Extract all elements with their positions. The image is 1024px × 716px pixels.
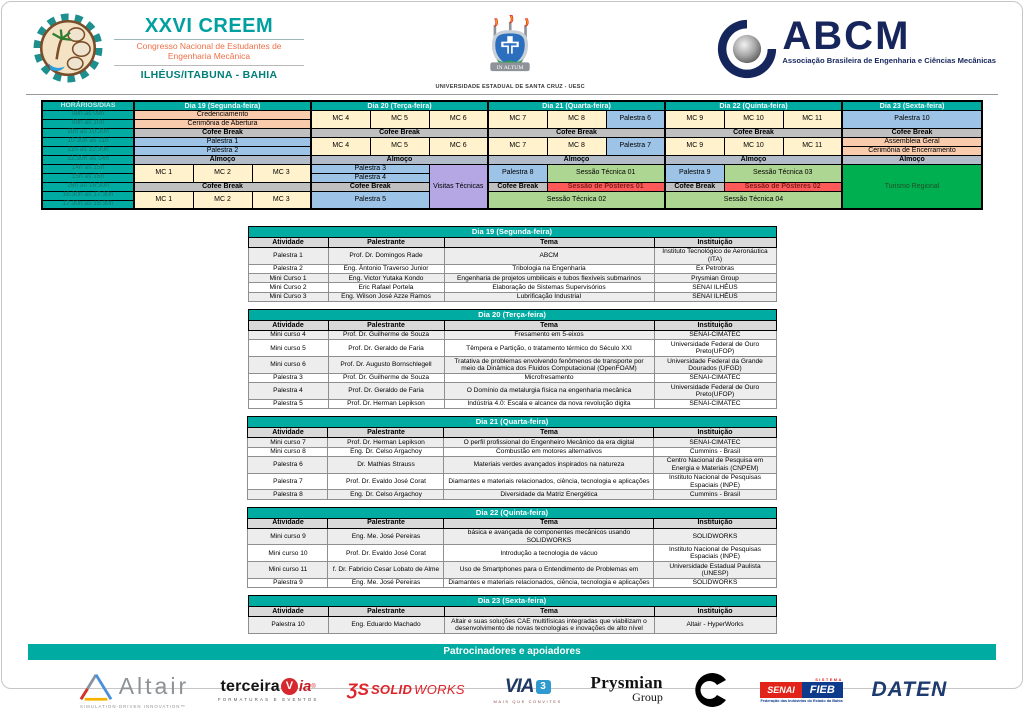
schedule-cell: Palestra 8 [488, 164, 547, 182]
day-table-cell: Mini curso 11 [248, 562, 328, 579]
schedule-cell: Credenciamento [134, 110, 311, 119]
cummins-logo [692, 670, 732, 710]
day-table-cell: Fresamento em 5-eixos [444, 330, 654, 339]
schedule-cell: MC 3 [252, 191, 311, 209]
day-table-column-header: Instituição [654, 518, 776, 528]
day-table-column-header: Instituição [654, 238, 776, 248]
solidworks-ds-icon: ƷS [347, 679, 369, 699]
schedule-cell: MC 7 [488, 110, 547, 128]
day-table-cell: Prof. Dr. Guilherme de Souza [328, 373, 444, 382]
day-table-cell: Palestra 9 [248, 578, 328, 587]
schedule-cell: Cofee Break [488, 128, 665, 137]
day-table-column-header: Palestrante [328, 518, 444, 528]
schedule-cell: Almoço [488, 155, 665, 164]
day-table-row [248, 274, 776, 283]
abcm-swirl-icon [716, 18, 778, 80]
day-table-row [248, 383, 776, 400]
day-table-cell: SENAI-CIMATEC [654, 330, 776, 339]
schedule-cell: Cofee Break [665, 182, 724, 191]
solidworks-name-bold: SOLID [370, 682, 413, 698]
schedule-cell: Almoço [134, 155, 311, 164]
schedule-cell: Palestra 4 [311, 173, 429, 182]
schedule-cell: MC 1 [134, 191, 193, 209]
fieb-box: FIEB [802, 682, 843, 698]
sponsors-bar: Patrocinadores e apoiadores [28, 644, 996, 660]
schedule-time-label: 14h às 15h [42, 164, 134, 173]
day-table-title: Dia 21 (Quarta-feira) [248, 417, 776, 428]
schedule-time-label: 11h às 12:30h [42, 146, 134, 155]
day-table-cell: Mini Curso 3 [248, 292, 328, 301]
schedule-cell: Palestra 7 [606, 137, 665, 155]
schedule-time-label: 16:30h às 17:30h [42, 191, 134, 200]
day-table-cell: Mini curso 9 [248, 528, 328, 545]
day-table-cell: SENAI ILHÉUS [654, 283, 776, 292]
day-table-cell: Instituto Nacional de Pesquisas Espaciais (INPE) [654, 545, 776, 562]
day-table-cell: SOLIDWORKS [654, 578, 776, 587]
day-table-row [248, 330, 776, 339]
day-table-column-header: Atividade [248, 238, 328, 248]
day-table-row [248, 292, 776, 301]
day-table-column-header: Atividade [248, 321, 328, 331]
day-table-cell: Eng. Dr. Celso Argachoy [328, 447, 444, 456]
schedule-cell: MC 1 [134, 164, 193, 182]
day-table-cell: Materiais verdes avançados inspirados na natureza [444, 456, 654, 473]
day-table-cell: Universidade Federal de Ouro Preto(UFOP) [654, 383, 776, 400]
day-table-cell: Lubrificação Industrial [444, 292, 654, 301]
schedule-cell: MC 8 [547, 137, 606, 155]
schedule-cell: Cofee Break [311, 182, 429, 191]
schedule-day-header: Dia 20 (Terça-feira) [311, 101, 488, 110]
schedule-cell: MC 9 [665, 110, 724, 128]
day-table-cell: f. Dr. Fabricio Cesar Lobato de Alme [328, 562, 444, 579]
day-table-cell: Universidade Estadual Paulista (UNESP) [654, 562, 776, 579]
program-page [1, 1, 1023, 709]
uesc-motto: IN ALTUM [496, 64, 524, 71]
day-table-row [248, 578, 776, 587]
day-table [248, 226, 777, 302]
schedule-cell: Sessão Técnica 04 [665, 191, 842, 209]
via3-3-badge: 3 [536, 680, 551, 694]
day-table-cell: Elaboração de Sistemas Supervisórios [444, 283, 654, 292]
schedule-cell: Cofee Break [134, 128, 311, 137]
schedule-cell: Almoço [311, 155, 488, 164]
day-table-column-header: Atividade [248, 518, 328, 528]
schedule-cell: Turismo Regional [842, 164, 982, 209]
day-table-cell: Mini curso 10 [248, 545, 328, 562]
schedule-cell: MC 4 [311, 110, 370, 128]
schedule-cell: Cofee Break [665, 128, 842, 137]
day-table-cell: Prof. Dr. Domingos Rade [328, 247, 444, 264]
day-table [248, 595, 777, 634]
day-table-cell: SENAI ILHÉUS [654, 292, 776, 301]
day-table-row [248, 399, 776, 408]
day-table-cell: Instituto Tecnológico de Aeronáutica (ITA) [654, 247, 776, 264]
day-table-row [248, 473, 776, 490]
day-table-column-header: Instituição [654, 607, 776, 617]
creem-subtitle: Congresso Nacional de Estudantes de Engenharia Mecânica [114, 40, 304, 66]
via3-tagline: MAIS QUE CONVITES [493, 698, 562, 704]
day-table-cell: Altair e suas soluções CAE multifísicas integradas que viabilizam o desenvolvimento de novas tecnologias e inovações de alto nível [444, 617, 654, 634]
senai-box: SENAI [760, 682, 802, 698]
schedule-cell: MC 4 [311, 137, 370, 155]
header-divider [26, 94, 998, 95]
schedule-cell: MC 5 [370, 110, 429, 128]
terceiravia-logo [218, 678, 319, 702]
creem-title: XXVI CREEM [114, 15, 304, 40]
day-table-row [248, 283, 776, 292]
senai-sistema-label: SISTEMA [815, 676, 843, 682]
day-table-column-header: Palestrante [328, 428, 444, 438]
day-table-row [248, 562, 776, 579]
day-table-cell: Instituto Nacional de Pesquisas Espaciais (INPE) [654, 473, 776, 490]
terceiravia-name: terceira [220, 677, 280, 695]
day-table-cell: Mini curso 5 [248, 340, 328, 357]
schedule-cell: MC 2 [193, 191, 252, 209]
day-table-cell: Microfresamento [444, 373, 654, 382]
via3-name: VIA [504, 675, 534, 697]
prysmian-name: Prysmian [590, 672, 663, 692]
day-table-cell: Palestra 5 [248, 399, 328, 408]
day-table-cell: Palestra 10 [248, 617, 328, 634]
daten-name: DATEN [871, 677, 948, 701]
day-table-cell: Eric Rafael Portela [328, 283, 444, 292]
day-table-cell: Prof. Dr. Geraldo de Faria [328, 340, 444, 357]
day-table-cell: Palestra 3 [248, 373, 328, 382]
schedule-cell: Sessão de Pôsteres 01 [547, 182, 665, 191]
schedule-cell: Palestra 2 [134, 146, 311, 155]
day-table-cell: Engenharia de projetos umbilicais e tubos flexíveis submarinos [444, 274, 654, 283]
abcm-acronym: ABCM [782, 14, 911, 58]
day-table-cell: Uso de Smartphones para o Entendimento de Problemas em [444, 562, 654, 579]
day-table-cell: Introdução a tecnologia de vácuo [444, 545, 654, 562]
day-table-cell: Universidade Federal de Ouro Preto(UFOP) [654, 340, 776, 357]
schedule-time-label: 10:30h às 11h [42, 137, 134, 146]
terceiravia-tagline: FORMATURAS E EVENTOS [217, 696, 319, 702]
schedule-cell: Almoço [665, 155, 842, 164]
day-table-row [248, 373, 776, 382]
day-table-cell: Diversidade da Matriz Energética [444, 490, 654, 499]
altair-triangle-icon [77, 671, 115, 703]
day-table-cell: SOLIDWORKS [654, 528, 776, 545]
senai-fieb-logo [760, 677, 843, 703]
day-table-cell: Eng. Ântonio Traverso Junior [328, 264, 444, 273]
day-table-cell: O Domínio da metalurgia física na engenharia mecânica [444, 383, 654, 400]
schedule-cell: Assembleia Geral [842, 137, 982, 146]
schedule-cell: MC 5 [370, 137, 429, 155]
day-tables [2, 226, 1022, 634]
schedule-cell: Sessão Técnica 01 [547, 164, 665, 182]
day-table-cell: Mini curso 8 [248, 447, 328, 456]
day-table-cell: Altair - HyperWorks [654, 617, 776, 634]
sponsors-row [2, 660, 1022, 716]
day-table-cell: Eng. Wilson José Azze Ramos [328, 292, 444, 301]
schedule-cell: Palestra 10 [842, 110, 982, 128]
day-table-cell: ABCM [444, 247, 654, 264]
terceiravia-reg-mark: ® [311, 683, 316, 690]
schedule-cell: MC 11 [783, 137, 842, 155]
day-table-cell: Prof. Dr. Guilherme de Souza [328, 330, 444, 339]
schedule-time-label: 08h às 09h [42, 110, 134, 119]
day-table-cell: Eng. Me. José Pereiras [328, 578, 444, 587]
cummins-c-icon [692, 670, 732, 710]
day-table-row [248, 490, 776, 499]
day-table-cell: Prof. Dr. Evaldo José Corat [328, 473, 444, 490]
schedule-cell: MC 10 [724, 137, 783, 155]
day-table-cell: Dr. Mathias Strauss [328, 456, 444, 473]
day-table-row [248, 247, 776, 264]
day-table-cell: SENAI-CIMATEC [654, 373, 776, 382]
day-table-column-header: Palestrante [328, 321, 444, 331]
day-table-column-header: Atividade [248, 428, 328, 438]
schedule-cell: MC 3 [252, 164, 311, 182]
day-table-cell: Mini Curso 2 [248, 283, 328, 292]
day-table-cell: Cummins - Brasil [654, 447, 776, 456]
solidworks-logo [347, 680, 465, 700]
altair-name: Altair [118, 673, 190, 700]
schedule-day-header: Dia 19 (Segunda-feira) [134, 101, 311, 110]
day-table-cell: Tribologia na Engenharia [444, 264, 654, 273]
schedule-cell: MC 9 [665, 137, 724, 155]
schedule-time-label: 09h às 10h [42, 119, 134, 128]
abcm-logo-block [716, 14, 996, 80]
schedule-cell: Sessão Técnica 03 [724, 164, 842, 182]
senai-tagline: Federação das Indústrias do Estado da Bahia [760, 698, 843, 703]
schedule-cell: Palestra 1 [134, 137, 311, 146]
schedule-cell: Cofee Break [134, 182, 311, 191]
day-table-cell: Eng. Victor Yutaka Kondo [328, 274, 444, 283]
altair-tagline: SIMULATION-DRIVEN INNOVATION™ [79, 703, 186, 709]
day-table-cell: Palestra 8 [248, 490, 328, 499]
creem-location: ILHÉUS/ITABUNA - BAHIA [140, 68, 278, 81]
schedule-day-header: Dia 21 (Quarta-feira) [488, 101, 665, 110]
day-table-cell: Palestra 6 [248, 456, 328, 473]
day-table-cell: Prof. Dr. Herman Lepikson [328, 399, 444, 408]
day-table-cell: Ex Petrobras [654, 264, 776, 273]
day-table-cell: Mini curso 4 [248, 330, 328, 339]
day-table-cell: Indústria 4.0: Escala e alcance da nova revolução digita [444, 399, 654, 408]
day-table-cell: Cummins - Brasil [654, 490, 776, 499]
terceiravia-suffix: ia [298, 678, 312, 696]
day-table-cell: Eng. Eduardo Machado [328, 617, 444, 634]
header [2, 8, 1022, 90]
day-table-cell: Prof. Dr. Evaldo José Corat [328, 545, 444, 562]
uesc-crest-icon [475, 14, 545, 78]
day-table-row [248, 456, 776, 473]
day-table-cell: SENAI-CIMATEC [654, 399, 776, 408]
day-table-cell: Palestra 4 [248, 383, 328, 400]
schedule-cell: MC 2 [193, 164, 252, 182]
day-table-cell: Universidade Federal da Grande Dourados (UFGD) [654, 357, 776, 374]
schedule-cell: Palestra 9 [665, 164, 724, 182]
day-table-cell: Prof. Dr. Geraldo de Faria [328, 383, 444, 400]
abcm-name: Associação Brasileira de Engenharia e Ciências Mecânicas [782, 56, 996, 65]
uesc-name: UNIVERSIDADE ESTADUAL DE SANTA CRUZ - UESC [435, 84, 585, 90]
day-table [248, 309, 777, 409]
uesc-logo-block [400, 14, 620, 90]
day-table-row [248, 264, 776, 273]
day-table-column-header: Instituição [654, 321, 776, 331]
prysmian-sub: Group [632, 689, 663, 704]
schedule-table [41, 100, 983, 210]
solidworks-name-light: WORKS [414, 682, 465, 698]
schedule-cell: Palestra 3 [311, 164, 429, 173]
schedule-time-label: 12:30h às 14h [42, 155, 134, 164]
day-table-cell: básica e avançada de componentes mecânicos usando SOLIDWORKS [444, 528, 654, 545]
schedule-time-label: 16h às 16:30h [42, 182, 134, 191]
schedule-corner-header: HORÁRIOS/DIAS [42, 101, 134, 110]
schedule-day-header: Dia 22 (Quinta-feira) [665, 101, 842, 110]
day-table-cell: Combustão em motores alternativos [444, 447, 654, 456]
schedule-time-label: 17:30h às 18:30h [42, 200, 134, 209]
via3-logo [494, 676, 562, 704]
day-table-cell: Mini curso 7 [248, 438, 328, 447]
schedule-cell: Cofee Break [488, 182, 547, 191]
day-table [247, 507, 776, 588]
day-table-cell: SENAI-CIMATEC [654, 438, 776, 447]
day-table-column-header: Palestrante [328, 607, 444, 617]
day-table-cell: Prof. Dr. Augusto Bornschlegell [328, 357, 444, 374]
schedule-cell: MC 6 [429, 110, 488, 128]
day-table-row [248, 357, 776, 374]
day-table-cell: O perfil profissional do Engenheiro Mecânico da era digital [444, 438, 654, 447]
schedule-cell: MC 10 [724, 110, 783, 128]
prysmian-logo [590, 672, 663, 705]
day-table-cell: Têmpera e Partição, o tratamento térmico do Século XXI [444, 340, 654, 357]
schedule-time-label: 15h às 16h [42, 173, 134, 182]
altair-logo [77, 671, 189, 709]
day-table-cell: Prysmian Group [654, 274, 776, 283]
schedule-cell: MC 8 [547, 110, 606, 128]
day-table-cell: Tratativa de problemas envolvendo fenômenos de transporte por meio da Dinâmica dos Fluidos Computacional (OpenFOAM) [444, 357, 654, 374]
day-table-cell: Eng. Dr. Celso Argachoy [328, 490, 444, 499]
day-table-cell: Diamantes e materiais relacionados, ciência, tecnologia e aplicações [444, 578, 654, 587]
day-table-cell: Palestra 7 [248, 473, 328, 490]
day-table-column-header: Tema [444, 607, 654, 617]
schedule-cell: Palestra 6 [606, 110, 665, 128]
day-table-cell: Palestra 1 [248, 247, 328, 264]
schedule-cell: MC 6 [429, 137, 488, 155]
day-table-cell: Eng. Me. José Pereiras [328, 528, 444, 545]
schedule-cell: Cofee Break [311, 128, 488, 137]
day-table [247, 416, 776, 499]
schedule-cell: Cerimônia de Abertura [134, 119, 311, 128]
day-table-title: Dia 20 (Terça-feira) [248, 310, 776, 321]
schedule-cell: Cofee Break [842, 128, 982, 137]
day-table-row [248, 340, 776, 357]
day-table-column-header: Instituição [654, 428, 776, 438]
day-table-row [248, 528, 776, 545]
day-table-title: Dia 23 (Sexta-feira) [248, 596, 776, 607]
day-table-cell: Centro Nacional de Pesquisa em Energia e Materiais (CNPEM) [654, 456, 776, 473]
day-table-column-header: Tema [444, 238, 654, 248]
day-table-column-header: Tema [444, 321, 654, 331]
day-table-title: Dia 19 (Segunda-feira) [248, 227, 776, 238]
day-table-column-header: Atividade [248, 607, 328, 617]
daten-logo [872, 678, 948, 702]
day-table-column-header: Tema [444, 428, 654, 438]
schedule-cell: MC 11 [783, 110, 842, 128]
day-table-row [248, 447, 776, 456]
day-table-cell: Mini Curso 1 [248, 274, 328, 283]
schedule-cell: Cerimônia de Encerramento [842, 146, 982, 155]
creem-logo-block [32, 12, 304, 84]
schedule-cell: MC 7 [488, 137, 547, 155]
schedule-day-header: Dia 23 (Sexta-feira) [842, 101, 982, 110]
creem-gear-logo-icon [32, 12, 104, 84]
schedule-cell: Almoço [842, 155, 982, 164]
day-table-row [248, 617, 776, 634]
schedule-cell: Visitas Técnicas [429, 164, 488, 209]
day-table-row [248, 545, 776, 562]
terceiravia-v-badge: V [281, 678, 298, 695]
day-table-row [248, 438, 776, 447]
schedule-cell: Sessão de Pôsteres 02 [724, 182, 842, 191]
day-table-column-header: Tema [444, 518, 654, 528]
schedule-cell: Sessão Técnica 02 [488, 191, 665, 209]
day-table-cell: Diamantes e materiais relacionados, ciência, tecnologia e aplicações [444, 473, 654, 490]
schedule-time-label: 10h às 10:30h [42, 128, 134, 137]
day-table-cell: Prof. Dr. Herman Lepikson [328, 438, 444, 447]
day-table-cell: Mini curso 6 [248, 357, 328, 374]
day-table-cell: Palestra 2 [248, 264, 328, 273]
schedule-cell: Palestra 5 [311, 191, 429, 209]
day-table-title: Dia 22 (Quinta-feira) [248, 507, 776, 518]
day-table-column-header: Palestrante [328, 238, 444, 248]
